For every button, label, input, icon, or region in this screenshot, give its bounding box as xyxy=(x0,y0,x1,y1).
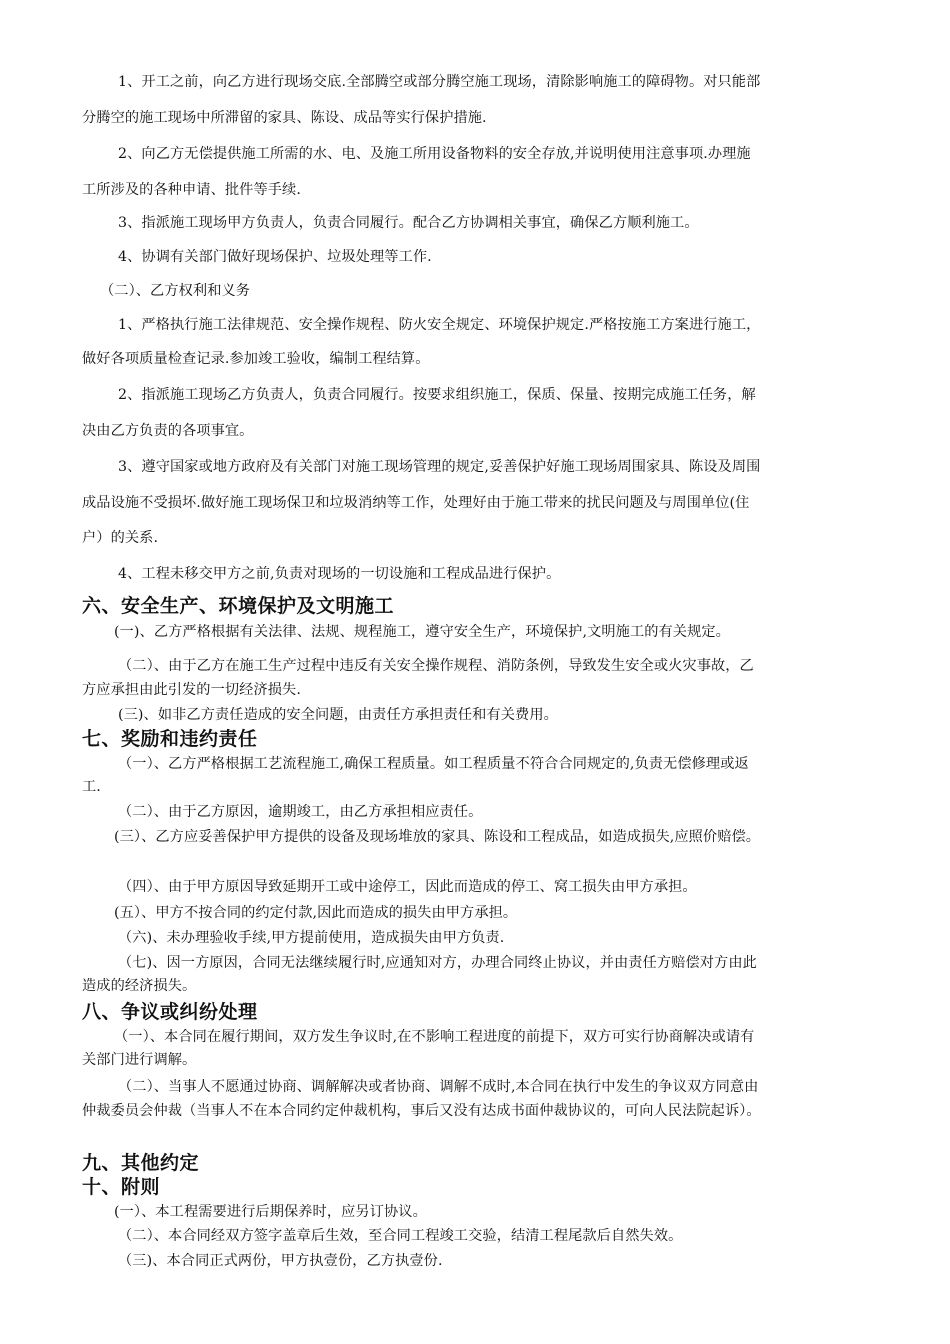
section-7-item-6: （六)、未办理验收手续,甲方提前使用，造成损失由甲方负责. xyxy=(118,930,505,946)
party-b-item-3-line-1: 3、遵守国家或地方政府及有关部门对施工现场管理的规定,妥善保护好施工现场周围家具、陈设及周围 xyxy=(118,459,761,475)
section-7-item-3: (三）、乙方应妥善保护甲方提供的设备及现场堆放的家具、陈设和工程成品，如造成损失,应照价赔偿。 xyxy=(114,829,761,845)
section-7-title: 七、奖励和违约责任 xyxy=(82,728,258,750)
section-8-title: 八、争议或纠纷处理 xyxy=(82,1001,258,1023)
section-7-item-5: (五）、甲方不按合同的约定付款,因此而造成的损失由甲方承担。 xyxy=(114,905,518,921)
party-b-item-3-line-3: 户）的关系. xyxy=(82,530,159,546)
party-a-item-1-line-1: 1、开工之前，向乙方进行现场交底.全部腾空或部分腾空施工现场，清除影响施工的障碍物。对只能部 xyxy=(118,74,761,90)
section-8-item-1-line-2: 关部门进行调解。 xyxy=(82,1052,197,1068)
section-8-item-1-line-1: （一）、本合同在履行期间，双方发生争议时,在不影响工程进度的前提下，双方可实行协商解决或请有 xyxy=(114,1029,755,1045)
party-a-item-2-line-1: 2、向乙方无偿提供施工所需的水、电、及施工所用设备物料的安全存放,并说明使用注意事项.办理施 xyxy=(118,146,751,162)
section-7-item-7-line-1: （七)、因一方原因，合同无法继续履行时,应通知对方，办理合同终止协议，并由责任方赔偿对方由此 xyxy=(118,955,757,971)
section-7-item-2: （二）、由于乙方原因，逾期竣工，由乙方承担相应责任。 xyxy=(118,804,483,820)
party-b-subheading: （二）、乙方权利和义务 xyxy=(100,283,251,299)
section-6-title: 六、安全生产、环境保护及文明施工 xyxy=(82,595,395,617)
section-10-item-3: （三)、本合同正式两份，甲方执壹份，乙方执壹份. xyxy=(118,1253,443,1269)
section-8-item-2-line-1: （二）、当事人不愿通过协商、调解解决或者协商、调解不成时,本合同在执行中发生的争议双方同意由 xyxy=(118,1079,759,1095)
party-a-item-4: 4、协调有关部门做好现场保护、垃圾处理等工作. xyxy=(118,249,432,265)
section-10-item-2: （二）、本合同经双方签字盖章后生效，至合同工程竣工交验，结清工程尾款后自然失效。 xyxy=(118,1228,683,1244)
section-10-item-1: (一）、本工程需要进行后期保养时，应另订协议。 xyxy=(114,1204,427,1220)
section-7-item-1-line-1: （一）、乙方严格根据工艺流程施工,确保工程质量。如工程质量不符合合同规定的,负责无偿修理或返 xyxy=(118,756,749,772)
section-9-title: 九、其他约定 xyxy=(82,1152,200,1174)
section-7-item-7-line-2: 造成的经济损失。 xyxy=(82,978,197,994)
section-7-item-1-line-2: 工. xyxy=(82,779,101,795)
party-b-item-1-line-2: 做好各项质量检查记录.参加竣工验收，编制工程结算。 xyxy=(82,351,430,367)
party-b-item-1-line-1: 1、严格执行施工法律规范、安全操作规程、防火安全规定、环境保护规定.严格按施工方案进行施工， xyxy=(118,317,761,333)
party-b-item-3-line-2: 成品设施不受损坏.做好施工现场保卫和垃圾消纳等工作，处理好由于施工带来的扰民问题及与周围单位(住 xyxy=(82,495,750,511)
party-b-item-4: 4、工程未移交甲方之前,负责对现场的一切设施和工程成品进行保护。 xyxy=(118,566,561,582)
section-6-item-2-line-2: 方应承担由此引发的一切经济损失. xyxy=(82,682,301,698)
party-b-item-2-line-1: 2、指派施工现场乙方负责人，负责合同履行。按要求组织施工，保质、保量、按期完成施工任务，解 xyxy=(118,387,756,403)
party-b-item-2-line-2: 决由乙方负责的各项事宜。 xyxy=(82,423,254,439)
section-6-item-1: (一)、乙方严格根据有关法律、法规、规程施工，遵守安全生产，环境保护,文明施工的有关规定。 xyxy=(114,624,730,640)
party-a-item-2-line-2: 工所涉及的各种申请、批件等手续. xyxy=(82,182,301,198)
section-6-item-2-line-1: （二）、由于乙方在施工生产过程中违反有关安全操作规程、消防条例，导致发生安全或火灾事故，乙 xyxy=(118,658,754,674)
section-7-item-4: （四）、由于甲方原因导致延期开工或中途停工，因此而造成的停工、窝工损失由甲方承担。 xyxy=(118,879,697,895)
section-6-item-3: (三)、如非乙方责任造成的安全问题，由责任方承担责任和有关费用。 xyxy=(118,707,558,723)
party-a-item-3: 3、指派施工现场甲方负责人，负责合同履行。配合乙方协调相关事宜，确保乙方顺利施工。 xyxy=(118,215,699,231)
party-a-item-1-line-2: 分腾空的施工现场中所滞留的家具、陈设、成品等实行保护措施. xyxy=(82,110,487,126)
section-10-title: 十、附则 xyxy=(82,1176,161,1198)
section-8-item-2-line-2: 仲裁委员会仲裁（当事人不在本合同约定仲裁机构，事后又没有达成书面仲裁协议的，可向人民法院起诉）。 xyxy=(82,1103,761,1119)
